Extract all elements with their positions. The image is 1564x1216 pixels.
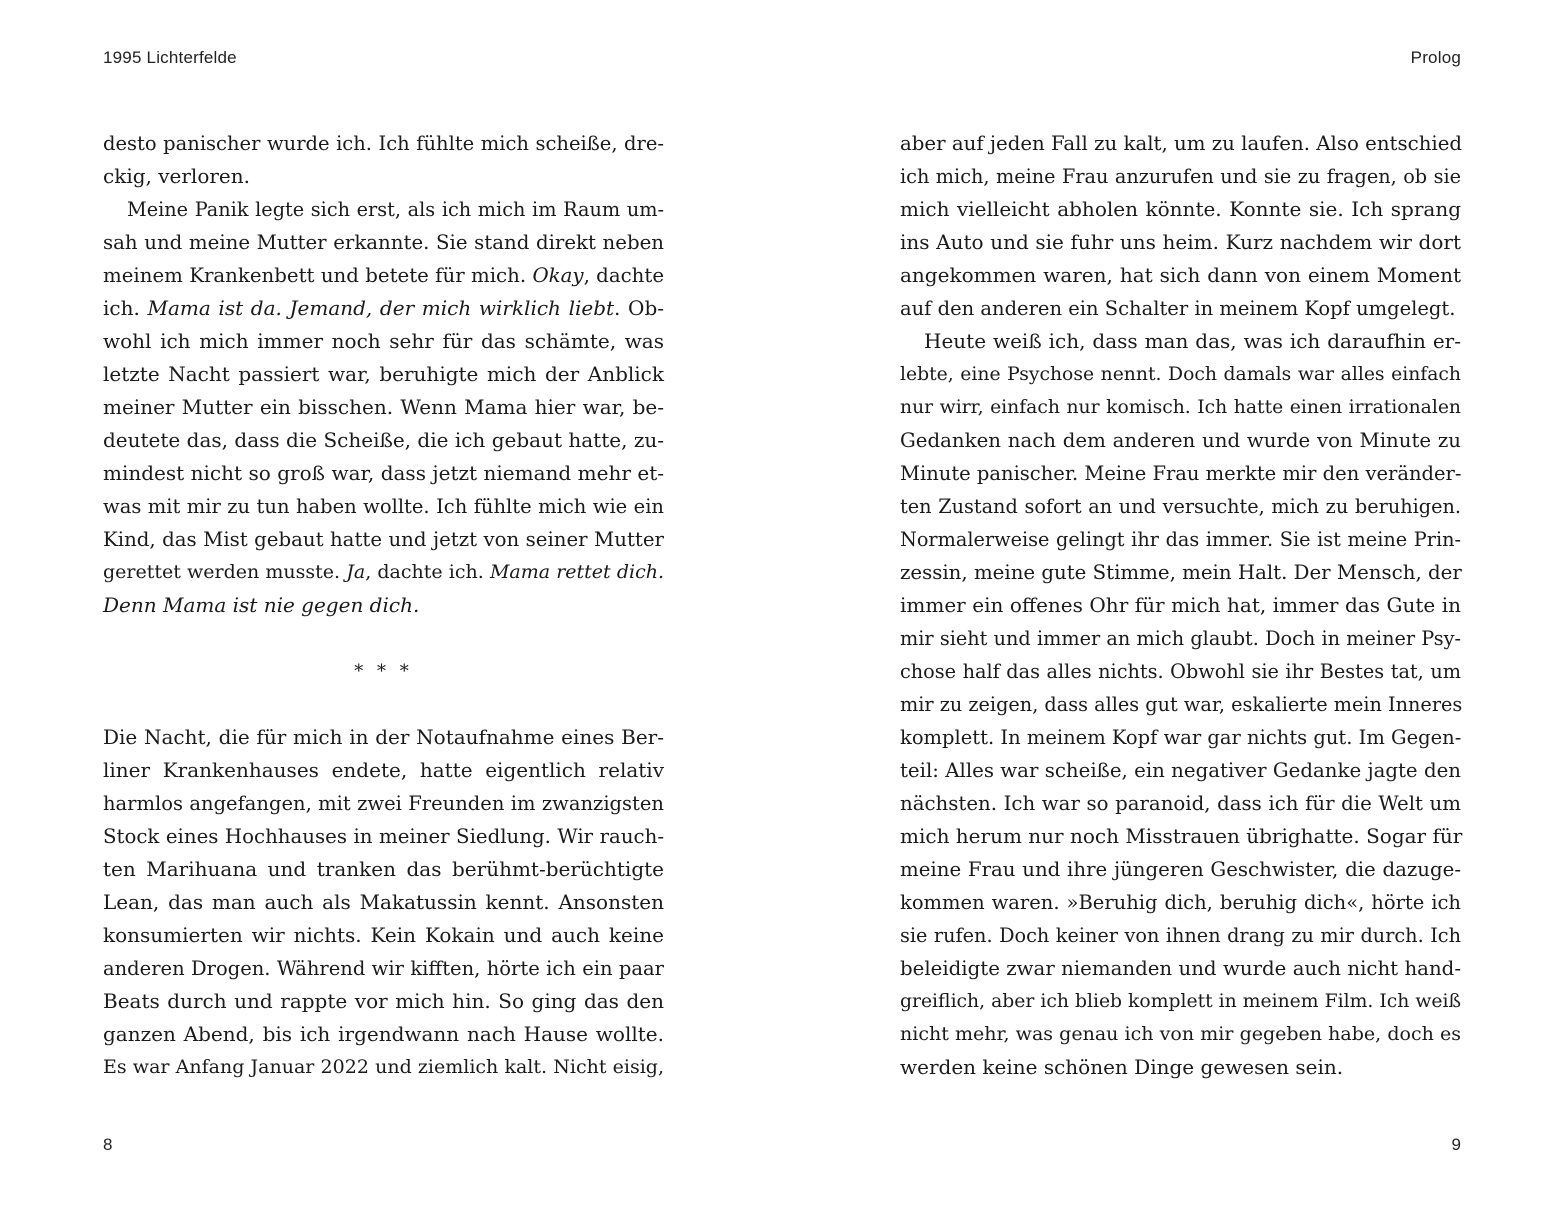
text-line: ich mich, meine Frau anzurufen und sie zu fragen, ob sie bbox=[900, 165, 1461, 188]
text-line bbox=[103, 589, 664, 622]
text-line: sah und meine Mutter erkannte. Sie stand direkt neben bbox=[103, 231, 664, 254]
text-line: meine Frau und ihre jüngeren Geschwister, die dazuge- bbox=[900, 858, 1461, 881]
running-head-left: 1995 Lichterfelde bbox=[103, 48, 237, 67]
text-line: ganzen Abend, bis ich irgendwann nach Hause wollte. bbox=[103, 1022, 664, 1046]
text-line: harmlos angefangen, mit zwei Freunden im zwanzigsten bbox=[103, 792, 664, 815]
left-page-text bbox=[103, 127, 664, 1084]
text-line: auf den anderen ein Schalter in meinem Kopf umgelegt. bbox=[900, 297, 1456, 320]
text-line: mir sieht und immer an mich glaubt. Doch in meiner Psy- bbox=[900, 627, 1461, 650]
text-line: werden keine schönen Dinge gewesen sein. bbox=[900, 1055, 1344, 1079]
text-line: was mit mir zu tun haben wollte. Ich fühlte mich wie ein bbox=[103, 495, 664, 518]
text-segment: , dachte ich. bbox=[365, 561, 484, 583]
text-line: lebte, eine Psychose nennt. Doch damals war alles einfach bbox=[900, 364, 1461, 385]
page-number-left: 8 bbox=[103, 1135, 113, 1154]
right-page-text bbox=[900, 127, 1461, 1084]
text-line: liner Krankenhauses endete, hatte eigentlich relativ bbox=[103, 758, 664, 782]
text-line: Kind, das Mist gebaut hatte und jetzt von seiner Mutter bbox=[103, 528, 664, 551]
text-line: anderen Drogen. Während wir kifften, hörte ich ein paar bbox=[103, 957, 664, 980]
text-line: Beats durch und rappte vor mich hin. So ging das den bbox=[103, 989, 664, 1013]
text-line: ins Auto und sie fuhr uns heim. Kurz nachdem wir dort bbox=[900, 230, 1461, 254]
text-segment: meinem Krankenbett und betete für mich. bbox=[103, 264, 527, 287]
text-line: greiflich, aber ich blieb komplett in meinem Film. Ich weiß bbox=[900, 991, 1461, 1012]
text-line: meiner Mutter ein bisschen. Wenn Mama hier war, be- bbox=[103, 395, 664, 419]
text-line: komplett. In meinem Kopf war gar nichts gut. Im Gegen- bbox=[900, 726, 1462, 749]
text-line: wohl ich mich immer noch sehr für das schämte, was bbox=[103, 329, 664, 353]
text-line: chose half das alles nichts. Obwohl sie ihr Bestes tat, um bbox=[900, 660, 1461, 683]
text-line bbox=[103, 292, 664, 325]
text-line: desto panischer wurde ich. Ich fühlte mich scheiße, dre- bbox=[103, 132, 664, 155]
text-line: nicht mehr, was genau ich von mir gegeben habe, doch es bbox=[900, 1023, 1461, 1045]
text-line: Lean, das man auch als Makatussin kennt. Ansonsten bbox=[103, 890, 664, 914]
text-line: deutete das, dass die Scheiße, die ich gebaut hatte, zu- bbox=[103, 428, 664, 452]
text-line: konsumierten wir nichts. Kein Kokain und auch keine bbox=[103, 923, 664, 947]
text-line: kommen waren. »Beruhig dich, beruhig dich«, hörte ich bbox=[900, 891, 1461, 914]
text-line: mindest nicht so groß war, dass jetzt niemand mehr et- bbox=[103, 461, 664, 485]
italic-segment: Denn Mama ist nie gegen dich. bbox=[103, 593, 420, 617]
text-line: zessin, meine gute Stimme, mein Halt. Der Mensch, der bbox=[900, 561, 1462, 584]
text-line: teil: Alles war scheiße, ein negativer Gedanke jagte den bbox=[900, 759, 1461, 782]
text-line: Gedanken nach dem anderen und wurde von Minute zu bbox=[900, 429, 1461, 452]
text-line: ckig, verloren. bbox=[103, 164, 251, 188]
text-segment: gerettet werden musste. bbox=[103, 561, 341, 583]
text-line: nächsten. Ich war so paranoid, dass ich für die Welt um bbox=[900, 792, 1461, 815]
text-line: nur wirr, einfach nur komisch. Ich hatte einen irrationalen bbox=[900, 397, 1461, 418]
text-line: Es war Anfang Januar 2022 und ziemlich kalt. Nicht eisig, bbox=[103, 1056, 664, 1078]
text-segment: ich. bbox=[103, 296, 140, 320]
text-line: aber auf jeden Fall zu kalt, um zu laufen. Also entschied bbox=[900, 132, 1463, 155]
text-line bbox=[103, 556, 664, 589]
text-line: beleidigte zwar niemanden und wurde auch nicht hand- bbox=[900, 957, 1461, 980]
text-line: Meine Panik legte sich erst, als ich mich im Raum um- bbox=[127, 198, 664, 221]
text-segment: . Ob- bbox=[614, 296, 665, 320]
text-line: letzte Nacht passiert war, beruhigte mich der Anblick bbox=[103, 362, 664, 386]
italic-segment: Okay bbox=[532, 264, 584, 287]
italic-segment: Mama rettet dich. bbox=[489, 561, 664, 583]
text-segment: , dachte bbox=[583, 264, 665, 287]
italic-segment: Ja bbox=[346, 561, 366, 583]
text-line: sie rufen. Doch keiner von ihnen drang zu mir durch. Ich bbox=[900, 924, 1461, 947]
text-line: ten Zustand sofort an und versuchte, mich zu beruhigen. bbox=[900, 495, 1461, 518]
italic-segment: Mama ist da. Jemand, der mich wirklich liebt bbox=[147, 296, 615, 320]
text-line: Stock eines Hochhauses in meiner Siedlung. Wir rauch- bbox=[103, 825, 664, 848]
text-line: ten Marihuana und tranken das berühmt-berüchtigte bbox=[103, 857, 664, 881]
running-head-right: Prolog bbox=[1410, 48, 1461, 67]
text-line bbox=[103, 259, 664, 292]
text-line: mir zu zeigen, dass alles gut war, eskalierte mein Inneres bbox=[900, 693, 1463, 716]
text-line: Die Nacht, die für mich in der Notaufnahme eines Ber- bbox=[103, 725, 664, 749]
text-line: immer ein offenes Ohr für mich hat, immer das Gute in bbox=[900, 593, 1461, 617]
section-separator: * * * bbox=[354, 661, 413, 682]
text-line: mich vielleicht abholen könnte. Konnte sie. Ich sprang bbox=[900, 197, 1461, 221]
text-line: angekommen waren, hat sich dann von einem Moment bbox=[900, 263, 1461, 287]
page-number-right: 9 bbox=[1451, 1135, 1461, 1154]
text-line: Normalerweise gelingt ihr das immer. Sie ist meine Prin- bbox=[900, 528, 1461, 551]
text-line: mich herum nur noch Misstrauen übrighatte. Sogar für bbox=[900, 824, 1463, 848]
text-line: Heute weiß ich, dass man das, was ich daraufhin er- bbox=[924, 329, 1461, 353]
text-line: Minute panischer. Meine Frau merkte mir den veränder- bbox=[900, 462, 1462, 485]
